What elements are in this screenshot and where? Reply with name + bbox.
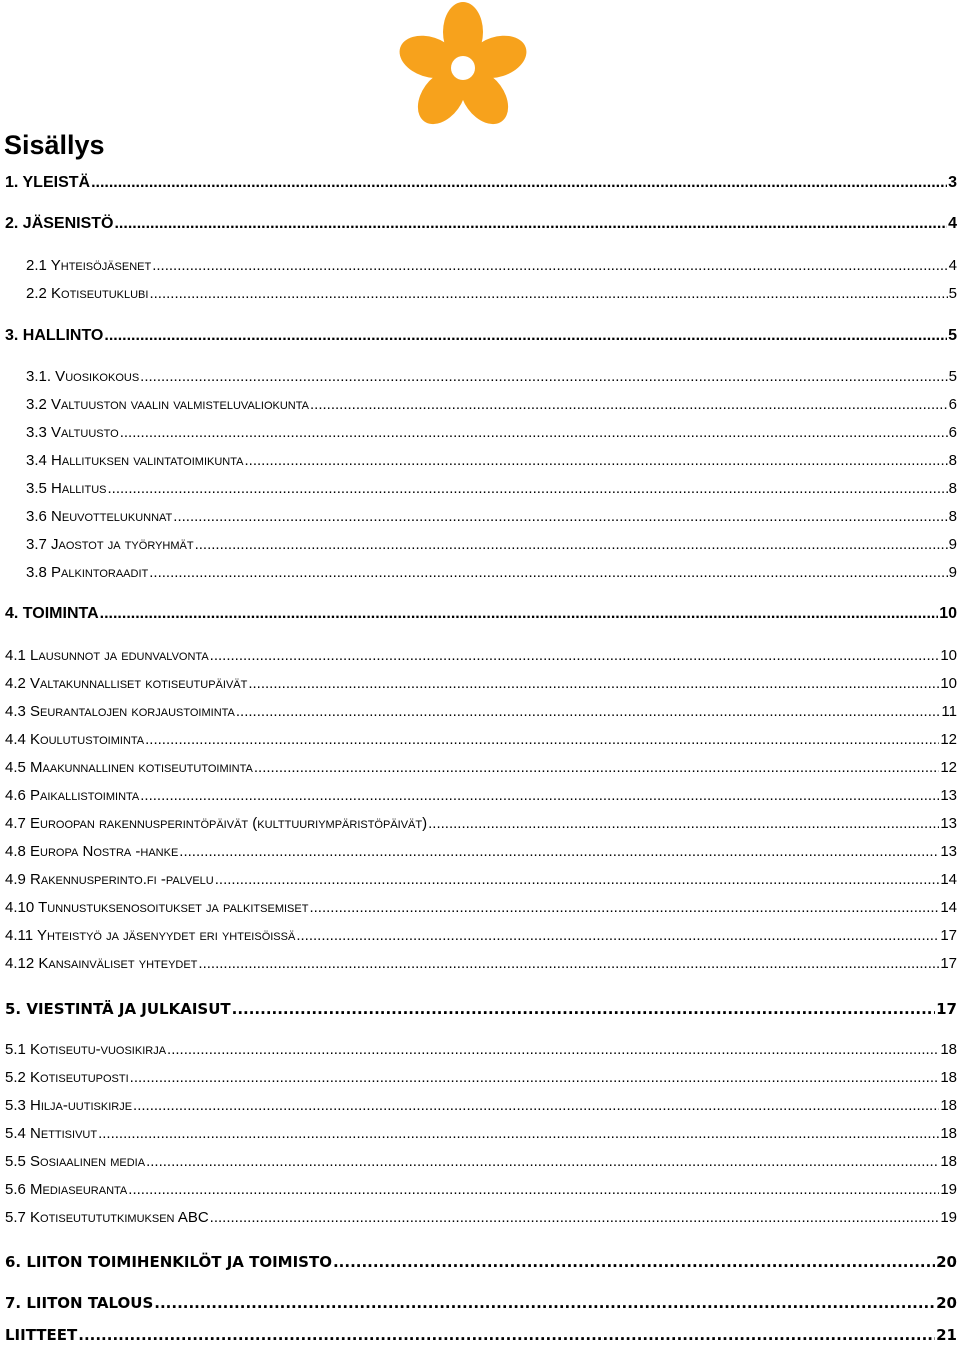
- toc-entry-label: 3.1. Vuosikokous: [26, 368, 140, 385]
- toc-entry-label: 3.2 Valtuuston vaalin valmisteluvaliokunta: [26, 396, 309, 413]
- toc-entry[interactable]: [5, 731, 957, 755]
- toc-entry-label: 4.11 Yhteistyö ja jäsenyydet eri yhteisöissä: [5, 927, 296, 944]
- toc-entry-label: 4.10 Tunnustuksenosoitukset ja palkitsemiset: [5, 899, 309, 916]
- toc-entry-label: 4.12 Kansainväliset yhteydet: [5, 955, 198, 972]
- toc-entry[interactable]: [5, 1125, 957, 1149]
- toc-entry[interactable]: [5, 1181, 957, 1205]
- toc-entry[interactable]: [26, 452, 957, 476]
- toc-entry[interactable]: [5, 174, 957, 198]
- toc-entry-page: 19: [940, 1209, 957, 1226]
- toc-entry[interactable]: [5, 327, 957, 351]
- toc-entry-label: 3.8 Palkintoraadit: [26, 564, 149, 581]
- toc-entry-page: 8: [948, 452, 957, 469]
- toc-entry[interactable]: [5, 1097, 957, 1121]
- toc-entry[interactable]: [26, 564, 957, 588]
- toc-entry-label: 3. HALLINTO: [5, 327, 104, 344]
- toc-entry-label: LIITTEET: [5, 1326, 78, 1344]
- toc-entry[interactable]: [5, 647, 957, 671]
- toc-entry[interactable]: [5, 871, 957, 895]
- toc-entry[interactable]: [5, 675, 957, 699]
- toc-entry-page: 21: [936, 1326, 957, 1344]
- toc-entry[interactable]: [26, 480, 957, 504]
- toc-entry[interactable]: [5, 605, 957, 629]
- toc-entry-label: 4.6 Paikallistoiminta: [5, 787, 140, 804]
- toc-entry-label: 5. VIESTINTÄ JA JULKAISUT: [5, 1000, 231, 1018]
- toc-entry[interactable]: [5, 1326, 957, 1350]
- toc-entry-label: 5.4 Nettisivut: [5, 1125, 98, 1142]
- toc-entry-label: 4.7 Euroopan rakennusperintöpäivät (kulttuuriympäristöpäivät): [5, 815, 428, 832]
- toc-entry[interactable]: [26, 424, 957, 448]
- toc-entry-label: 4.8 Europa Nostra -hanke: [5, 843, 179, 860]
- toc-entry-page: 6: [948, 396, 957, 413]
- toc-entry-label: 4.5 Maakunnallinen kotiseututoiminta: [5, 759, 253, 776]
- toc-entry[interactable]: [5, 787, 957, 811]
- toc-entry[interactable]: [5, 1209, 957, 1233]
- toc-entry-label: 4.1 Lausunnot ja edunvalvonta: [5, 647, 209, 664]
- toc-entry-page: 18: [940, 1041, 957, 1058]
- toc-entry[interactable]: [5, 759, 957, 783]
- toc-entry-page: 18: [940, 1153, 957, 1170]
- toc-entry-label: 5.5 Sosiaalinen media: [5, 1153, 146, 1170]
- toc-entry-page: 10: [939, 605, 957, 622]
- toc-entry-page: 14: [940, 899, 957, 916]
- toc-entry-label: 4.2 Valtakunnalliset kotiseutupäivät: [5, 675, 248, 692]
- toc-entry-label: 2.1 Yhteisöjäsenet: [26, 257, 152, 274]
- toc-entry-page: 3: [948, 174, 957, 191]
- toc-entry-page: 18: [940, 1097, 957, 1114]
- toc-entry-page: 10: [940, 675, 957, 692]
- page-title: Sisällys: [4, 130, 105, 160]
- toc-entry-page: 18: [940, 1125, 957, 1142]
- toc-entry[interactable]: [26, 257, 957, 281]
- toc-entry[interactable]: [5, 843, 957, 867]
- toc-entry-label: 5.2 Kotiseutuposti: [5, 1069, 129, 1086]
- toc-entry[interactable]: [5, 1041, 957, 1065]
- toc-entry-label: 3.7 Jaostot ja työryhmät: [26, 536, 194, 553]
- toc-entry-page: 14: [940, 871, 957, 888]
- toc-entry[interactable]: [26, 536, 957, 560]
- flower-center: [451, 56, 475, 80]
- toc-entry[interactable]: [5, 899, 957, 923]
- toc-entry[interactable]: [5, 1000, 957, 1024]
- toc-entry-page: 17: [940, 955, 957, 972]
- toc-entry[interactable]: [5, 215, 957, 239]
- toc-entry-label: 4.3 Seurantalojen korjaustoiminta: [5, 703, 235, 720]
- toc-entry[interactable]: [26, 508, 957, 532]
- toc-entry-label: 6. LIITON TOIMIHENKILÖT JA TOIMISTO: [5, 1253, 332, 1271]
- toc-entry-page: 9: [948, 564, 957, 581]
- toc-entry-page: 18: [940, 1069, 957, 1086]
- toc-entry-page: 4: [948, 215, 957, 232]
- toc-entry-page: 9: [948, 536, 957, 553]
- toc-entry-page: 5: [948, 285, 957, 302]
- toc-entry-label: 2.2 Kotiseutuklubi: [26, 285, 149, 302]
- toc-entry[interactable]: [5, 1253, 957, 1277]
- toc-entry-page: 8: [948, 508, 957, 525]
- toc-entry-page: 11: [941, 703, 957, 720]
- flower-logo-icon: [393, 0, 533, 140]
- toc-entry-page: 5: [948, 368, 957, 385]
- toc-entry-page: 12: [940, 731, 957, 748]
- toc-entry-label: 5.6 Mediaseuranta: [5, 1181, 128, 1198]
- toc-entry-page: 6: [948, 424, 957, 441]
- toc-entry[interactable]: [26, 285, 957, 309]
- toc-entry-label: 5.3 Hilja-uutiskirje: [5, 1097, 133, 1114]
- toc-entry[interactable]: [5, 1294, 957, 1318]
- toc-entry-page: 5: [948, 327, 957, 344]
- toc-entry-page: 20: [936, 1253, 957, 1271]
- toc-entry[interactable]: [5, 955, 957, 979]
- toc-entry-page: 10: [940, 647, 957, 664]
- toc-entry-label: 4.9 Rakennusperinto.fi -palvelu: [5, 871, 214, 888]
- toc-entry-label: 3.3 Valtuusto: [26, 424, 119, 441]
- toc-entry[interactable]: [26, 368, 957, 392]
- toc-entry-page: 4: [948, 257, 957, 274]
- toc-entry[interactable]: [5, 703, 957, 727]
- toc-entry[interactable]: [5, 1153, 957, 1177]
- toc-entry[interactable]: [5, 927, 957, 951]
- toc-entry-label: 1. YLEISTÄ: [5, 174, 91, 191]
- toc-entry-page: 8: [948, 480, 957, 497]
- toc-entry[interactable]: [5, 815, 957, 839]
- toc-entry-page: 12: [940, 759, 957, 776]
- toc-entry[interactable]: [5, 1069, 957, 1093]
- toc-entry-label: 4.4 Koulutustoiminta: [5, 731, 145, 748]
- toc-entry-page: 20: [936, 1294, 957, 1312]
- toc-entry-label: 5.7 Kotiseutututkimuksen ABC: [5, 1209, 209, 1226]
- toc-entry-label: 7. LIITON TALOUS: [5, 1294, 154, 1312]
- toc-entry-page: 17: [940, 927, 957, 944]
- toc-entry-label: 2. JÄSENISTÖ: [5, 215, 114, 232]
- toc-entry-page: 19: [940, 1181, 957, 1198]
- toc-entry-page: 13: [940, 815, 957, 832]
- toc-entry-label: 3.4 Hallituksen valintatoimikunta: [26, 452, 244, 469]
- toc-entry-page: 13: [940, 843, 957, 860]
- toc-entry-page: 17: [936, 1000, 957, 1018]
- toc-entry-page: 13: [940, 787, 957, 804]
- toc-entry-label: 3.6 Neuvottelukunnat: [26, 508, 173, 525]
- toc-entry[interactable]: [26, 396, 957, 420]
- toc-entry-label: 4. TOIMINTA: [5, 605, 99, 622]
- toc-entry-label: 3.5 Hallitus: [26, 480, 107, 497]
- toc-entry-label: 5.1 Kotiseutu-vuosikirja: [5, 1041, 167, 1058]
